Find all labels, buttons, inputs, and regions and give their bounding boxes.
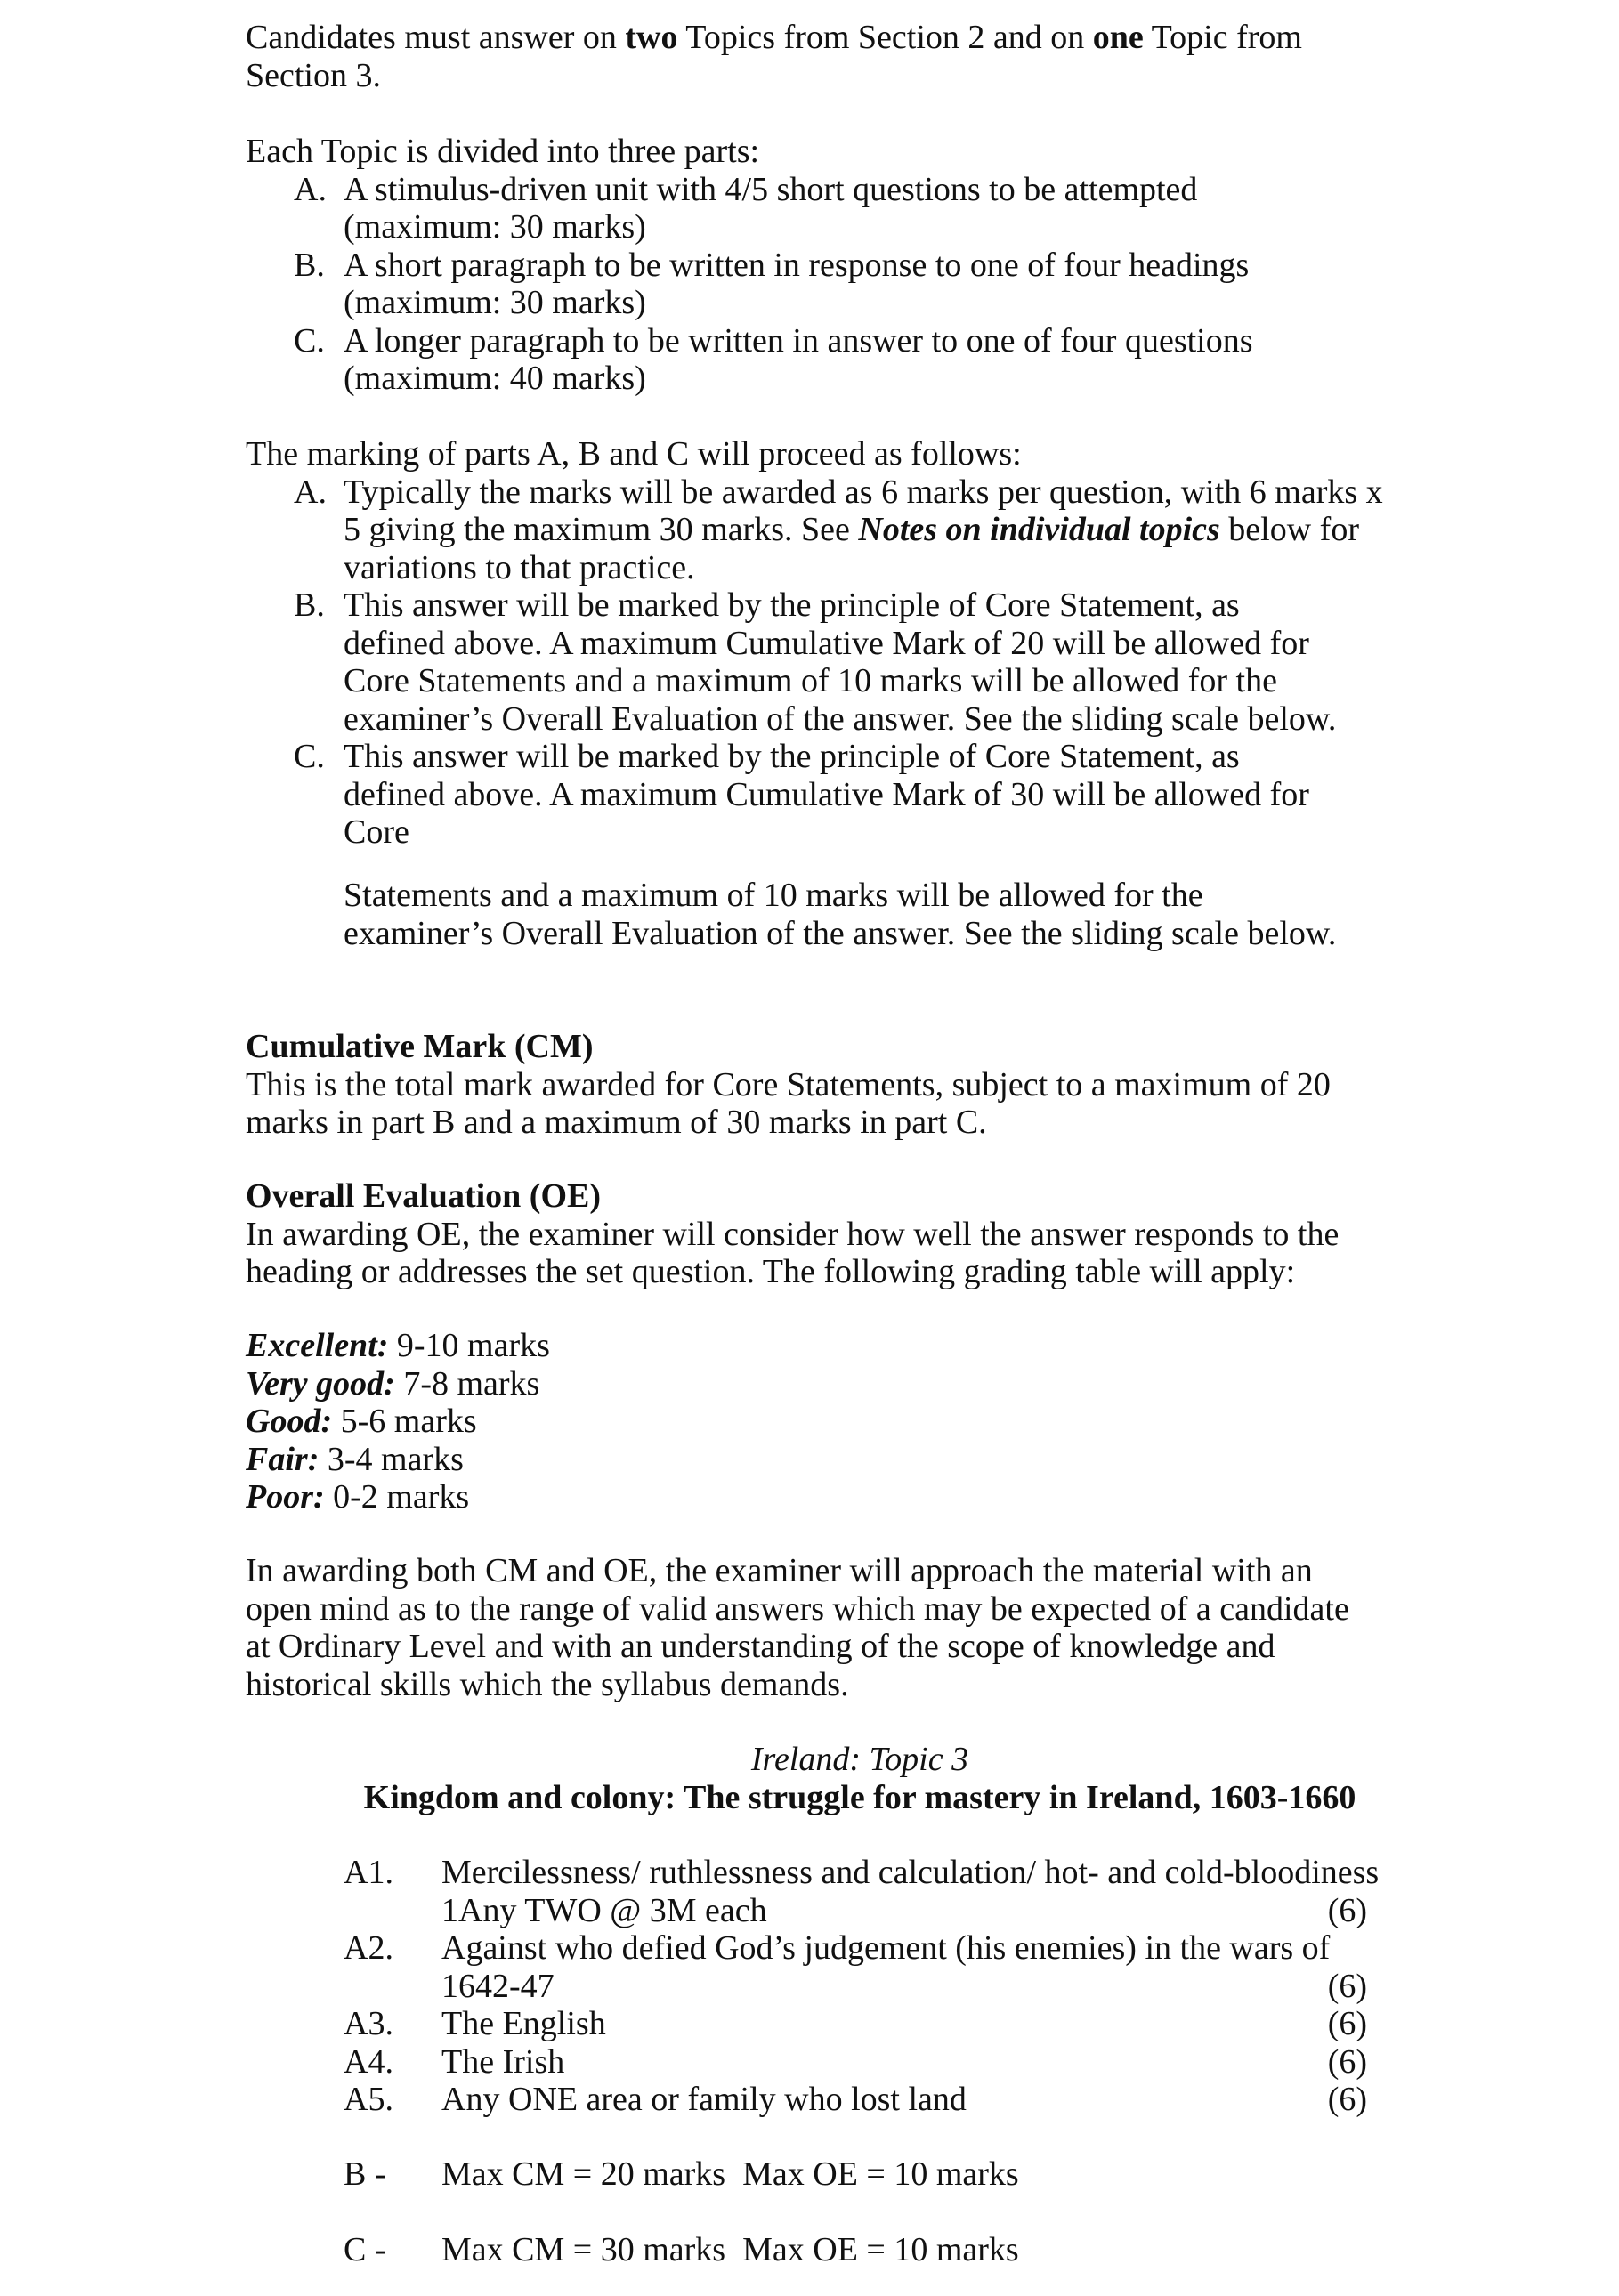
topic-title: Kingdom and colony: The struggle for mastery in Ireland, 1603-1660 <box>363 1778 1356 1816</box>
grade-label: Good: <box>246 1403 333 1440</box>
answer-label: A1. <box>344 1854 393 1891</box>
grade-row <box>246 1403 1403 1441</box>
parts-item-max: (maximum: 30 marks) <box>344 284 646 321</box>
parts-section <box>246 133 1403 398</box>
parts-item-marker: B. <box>294 246 325 284</box>
grade-row <box>246 1327 1403 1365</box>
parts-item-max: (maximum: 30 marks) <box>344 208 646 246</box>
cumulative-mark-section <box>246 1028 1349 1142</box>
grade-row <box>246 1478 1403 1516</box>
answer-label: A4. <box>344 2042 393 2081</box>
intro-text-end: Topic from Section 3. <box>246 19 1302 94</box>
grade-marks: 3-4 marks <box>319 1440 464 1478</box>
marking-heading: The marking of parts A, B and C will proceed as follows: <box>246 435 1022 473</box>
answer-label: A5. <box>344 2081 393 2118</box>
overall-evaluation-heading: Overall Evaluation (OE) <box>246 1177 601 1215</box>
answer-mark: (6) <box>1327 1891 1367 1929</box>
parts-item-text: A longer paragraph to be written in answer to one of four questions <box>344 321 1253 360</box>
grade-row <box>246 1365 1403 1403</box>
answer-row-a1 <box>344 1854 1380 1929</box>
summary-max-oe: Max OE = 10 marks <box>742 2231 1019 2268</box>
intro-emph-one: one <box>1092 19 1144 56</box>
marking-item-a <box>246 473 1394 587</box>
answer-row-a2 <box>344 1929 1367 2005</box>
parts-item-c <box>246 322 1403 398</box>
overall-evaluation-text: In awarding OE, the examiner will consider how well the answer responds to the heading or addresses the set question. The following grading table will apply: <box>246 1215 1340 1290</box>
answer-row-a4 <box>344 2043 1367 2082</box>
overall-evaluation-section <box>246 1177 1349 1291</box>
summary-max-oe: Max OE = 10 marks <box>742 2155 1019 2193</box>
parts-item-text: A stimulus-driven unit with 4/5 short questions to be attempted <box>344 170 1198 208</box>
marking-item-b-text: This answer will be marked by the principle of Core Statement, as defined above. A maximum Cumulative Mark of 20 will be allowed for Core Statements and a maximum of 10 marks will be allowed for the examiner’s Overall Evaluation of the answer. See the sliding scale below. <box>344 586 1337 738</box>
parts-item-max: (maximum: 40 marks) <box>344 360 646 397</box>
grade-row <box>246 1441 1403 1479</box>
answer-mark: (6) <box>1327 1967 1367 2005</box>
marking-section <box>246 435 1394 852</box>
answer-row-a3 <box>344 2005 1367 2043</box>
marking-item-marker: C. <box>294 738 325 775</box>
grading-table <box>246 1327 1403 1516</box>
notes-on-individual-topics-emphasis: Notes on individual topics <box>858 511 1220 548</box>
answer-row-a5 <box>344 2081 1367 2119</box>
grade-marks: 0-2 marks <box>324 1478 470 1516</box>
answer-text-note: 1Any TWO @ 3M each <box>441 1891 767 1929</box>
summary-max-cm: Max CM = 20 marks <box>441 2155 726 2193</box>
marking-item-b <box>246 586 1340 738</box>
intro-paragraph <box>246 19 1367 94</box>
summary-label: B - <box>344 2155 386 2193</box>
answer-text: The Irish <box>441 2042 565 2081</box>
cumulative-mark-heading: Cumulative Mark (CM) <box>246 1028 594 1065</box>
parts-heading: Each Topic is divided into three parts: <box>246 133 760 170</box>
answer-mark: (6) <box>1327 2042 1367 2081</box>
intro-text-start: Candidates must answer on <box>246 19 626 56</box>
marking-item-c-continued <box>344 877 1349 952</box>
marking-item-marker: B. <box>294 586 325 624</box>
marking-item-c <box>246 738 1340 852</box>
grade-marks: 9-10 marks <box>388 1327 550 1364</box>
parts-item-b <box>246 247 1403 322</box>
grade-label: Very good: <box>246 1364 395 1403</box>
answer-mark: (6) <box>1327 2081 1367 2118</box>
answer-text: Against who defied God’s judgement (his enemies) in the wars of <box>441 1929 1331 1967</box>
summary-row-b <box>344 2155 1367 2194</box>
grade-label: Fair: <box>246 1440 320 1478</box>
parts-item-marker: C. <box>294 321 325 360</box>
answer-text-note: 1642-47 <box>441 1967 555 2005</box>
answer-text: Mercilessness/ ruthlessness and calculation/ hot- and cold-bloodiness <box>441 1854 1380 1891</box>
parts-item-a <box>246 171 1403 247</box>
answer-label: A3. <box>344 2005 393 2042</box>
summary-max-cm: Max CM = 30 marks <box>441 2231 726 2268</box>
answer-text: Any ONE area or family who lost land <box>441 2081 967 2118</box>
parts-item-marker: A. <box>294 170 327 208</box>
grade-label: Poor: <box>246 1478 325 1516</box>
intro-emph-two: two <box>625 19 678 56</box>
marking-item-c-text: This answer will be marked by the principle of Core Statement, as defined above. A maximum Cumulative Mark of 30 will be allowed for Core <box>344 738 1309 851</box>
summary-label: C - <box>344 2231 386 2268</box>
answer-text: The English <box>441 2005 606 2042</box>
marking-item-c-text-continued: Statements and a maximum of 10 marks will be allowed for the examiner’s Overall Evaluation of the answer. See the sliding scale below. <box>344 877 1337 952</box>
intro-text-middle: Topics from Section 2 and on <box>677 19 1093 56</box>
answers-list <box>344 1854 1380 2119</box>
grade-label: Excellent: <box>246 1327 389 1364</box>
marking-item-marker: A. <box>294 473 327 511</box>
parts-item-text: A short paragraph to be written in response to one of four headings <box>344 246 1250 284</box>
awarding-paragraph <box>246 1552 1367 1703</box>
topic-heading <box>246 1741 1474 1816</box>
awarding-text: In awarding both CM and OE, the examiner will approach the material with an open mind as to the range of valid answers which may be expected of a candidate at Ordinary Level and with an understanding of the scope of knowledge and historical skills which the syllabus demands. <box>246 1552 1349 1703</box>
parts-list <box>246 171 1403 398</box>
answer-mark: (6) <box>1327 2005 1367 2042</box>
summary-row-c <box>344 2231 1367 2269</box>
marking-item-a-text: Typically the marks will be awarded as 6 marks per question, with 6 marks x 5 giving the maximum 30 marks. See Notes on individual topics below for variations to that practice. <box>344 473 1383 586</box>
grade-marks: 5-6 marks <box>332 1403 477 1440</box>
answer-label: A2. <box>344 1929 393 1967</box>
grade-marks: 7-8 marks <box>394 1364 540 1403</box>
topic-subtitle: Ireland: Topic 3 <box>750 1741 969 1778</box>
cumulative-mark-text: This is the total mark awarded for Core Statements, subject to a maximum of 20 marks in part B and a maximum of 30 marks in part C. <box>246 1065 1331 1141</box>
